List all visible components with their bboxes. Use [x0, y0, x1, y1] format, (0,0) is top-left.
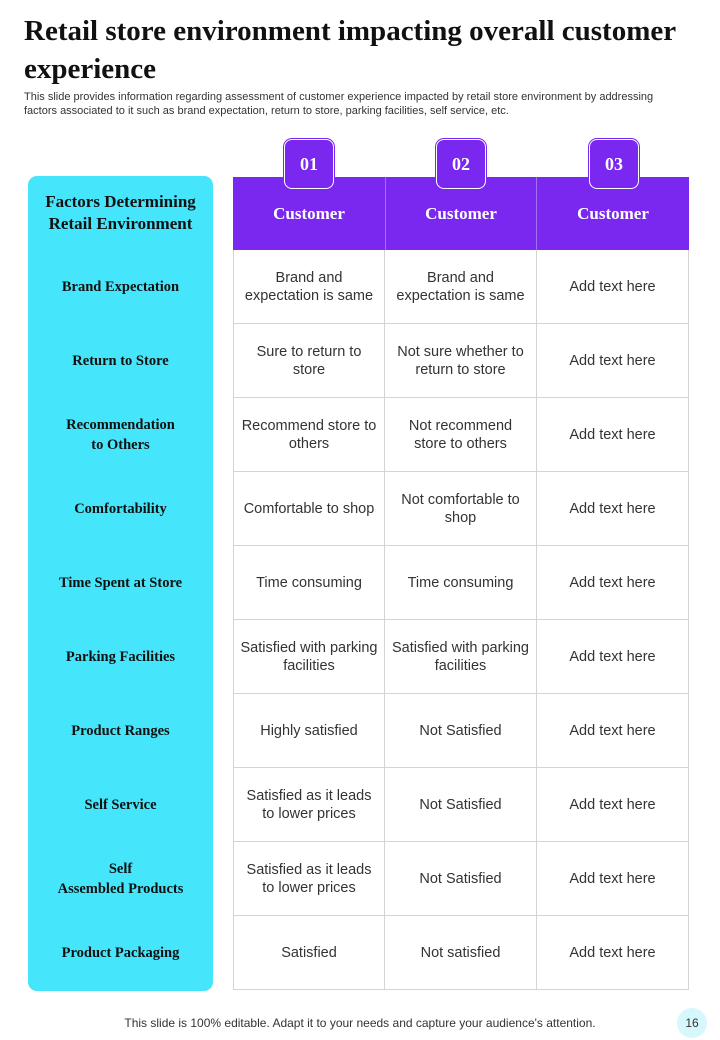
factor-label: Parking Facilities: [65, 649, 176, 665]
table-cell: Add text here: [537, 842, 689, 916]
page-subtitle: This slide provides information regarding assessment of customer experience impacted by retail store environment by addressing factors associated to it such as brand expectation, return to store, parking facilities, self service, etc.: [24, 91, 654, 117]
table-cell: Add text here: [537, 472, 689, 546]
table-cell: Time consuming: [385, 546, 537, 620]
table-cell: Not comfortable to shop: [385, 472, 537, 546]
table-cell: Not satisfied: [385, 916, 537, 990]
table-cell: Not recommend store to others: [385, 398, 537, 472]
factor-label: Product Packaging: [61, 945, 180, 961]
table-cell: Add text here: [537, 768, 689, 842]
table-cell: Satisfied with parking facilities: [385, 620, 537, 694]
table-cell: Highly satisfied: [233, 694, 385, 768]
factor-label: Self Service: [84, 797, 157, 813]
factor-label: Return to Store: [72, 353, 169, 369]
column-header: Customer: [233, 177, 385, 250]
table-cell: Sure to return to store: [233, 324, 385, 398]
table-cell: Add text here: [537, 250, 689, 324]
table-cell: Add text here: [537, 398, 689, 472]
table-cell: Satisfied: [233, 916, 385, 990]
table-cell: Recommend store to others: [233, 398, 385, 472]
column-number-badge: 02: [436, 139, 486, 189]
column-number-badge: 01: [284, 139, 334, 189]
page-title: Retail store environment impacting overall customer experience: [24, 15, 676, 85]
factor-label: Recommendation to Others: [66, 417, 175, 453]
factors-heading: Factors Determining Retail Environment: [45, 192, 196, 233]
factor-label: Comfortability: [74, 501, 167, 517]
table-cell: Time consuming: [233, 546, 385, 620]
table-cell: Add text here: [537, 620, 689, 694]
table-cell: Comfortable to shop: [233, 472, 385, 546]
column-number-badge: 03: [589, 139, 639, 189]
table-cell: Not sure whether to return to store: [385, 324, 537, 398]
table-cell: Satisfied with parking facilities: [233, 620, 385, 694]
table-cell: Add text here: [537, 694, 689, 768]
column-header: Customer: [385, 177, 537, 250]
table-cell: Not Satisfied: [385, 768, 537, 842]
footer-note: This slide is 100% editable. Adapt it to your needs and capture your audience's attention.: [124, 1016, 596, 1030]
factor-label: Brand Expectation: [61, 279, 180, 295]
column-header: Customer: [537, 177, 689, 250]
table-cell: Satisfied as it leads to lower prices: [233, 842, 385, 916]
table-cell: Not Satisfied: [385, 842, 537, 916]
table-cell: Brand and expectation is same: [233, 250, 385, 324]
table-cell: Not Satisfied: [385, 694, 537, 768]
factor-label: Self Assembled Products: [57, 861, 184, 897]
table-cell: Brand and expectation is same: [385, 250, 537, 324]
page-number-badge: 16: [677, 1008, 707, 1038]
factors-panel: [28, 176, 213, 991]
table-cell: Add text here: [537, 546, 689, 620]
factor-label: Time Spent at Store: [58, 575, 183, 591]
factor-label: Product Ranges: [71, 723, 170, 739]
table-cell: Add text here: [537, 324, 689, 398]
table-cell: Add text here: [537, 916, 689, 990]
table-cell: Satisfied as it leads to lower prices: [233, 768, 385, 842]
